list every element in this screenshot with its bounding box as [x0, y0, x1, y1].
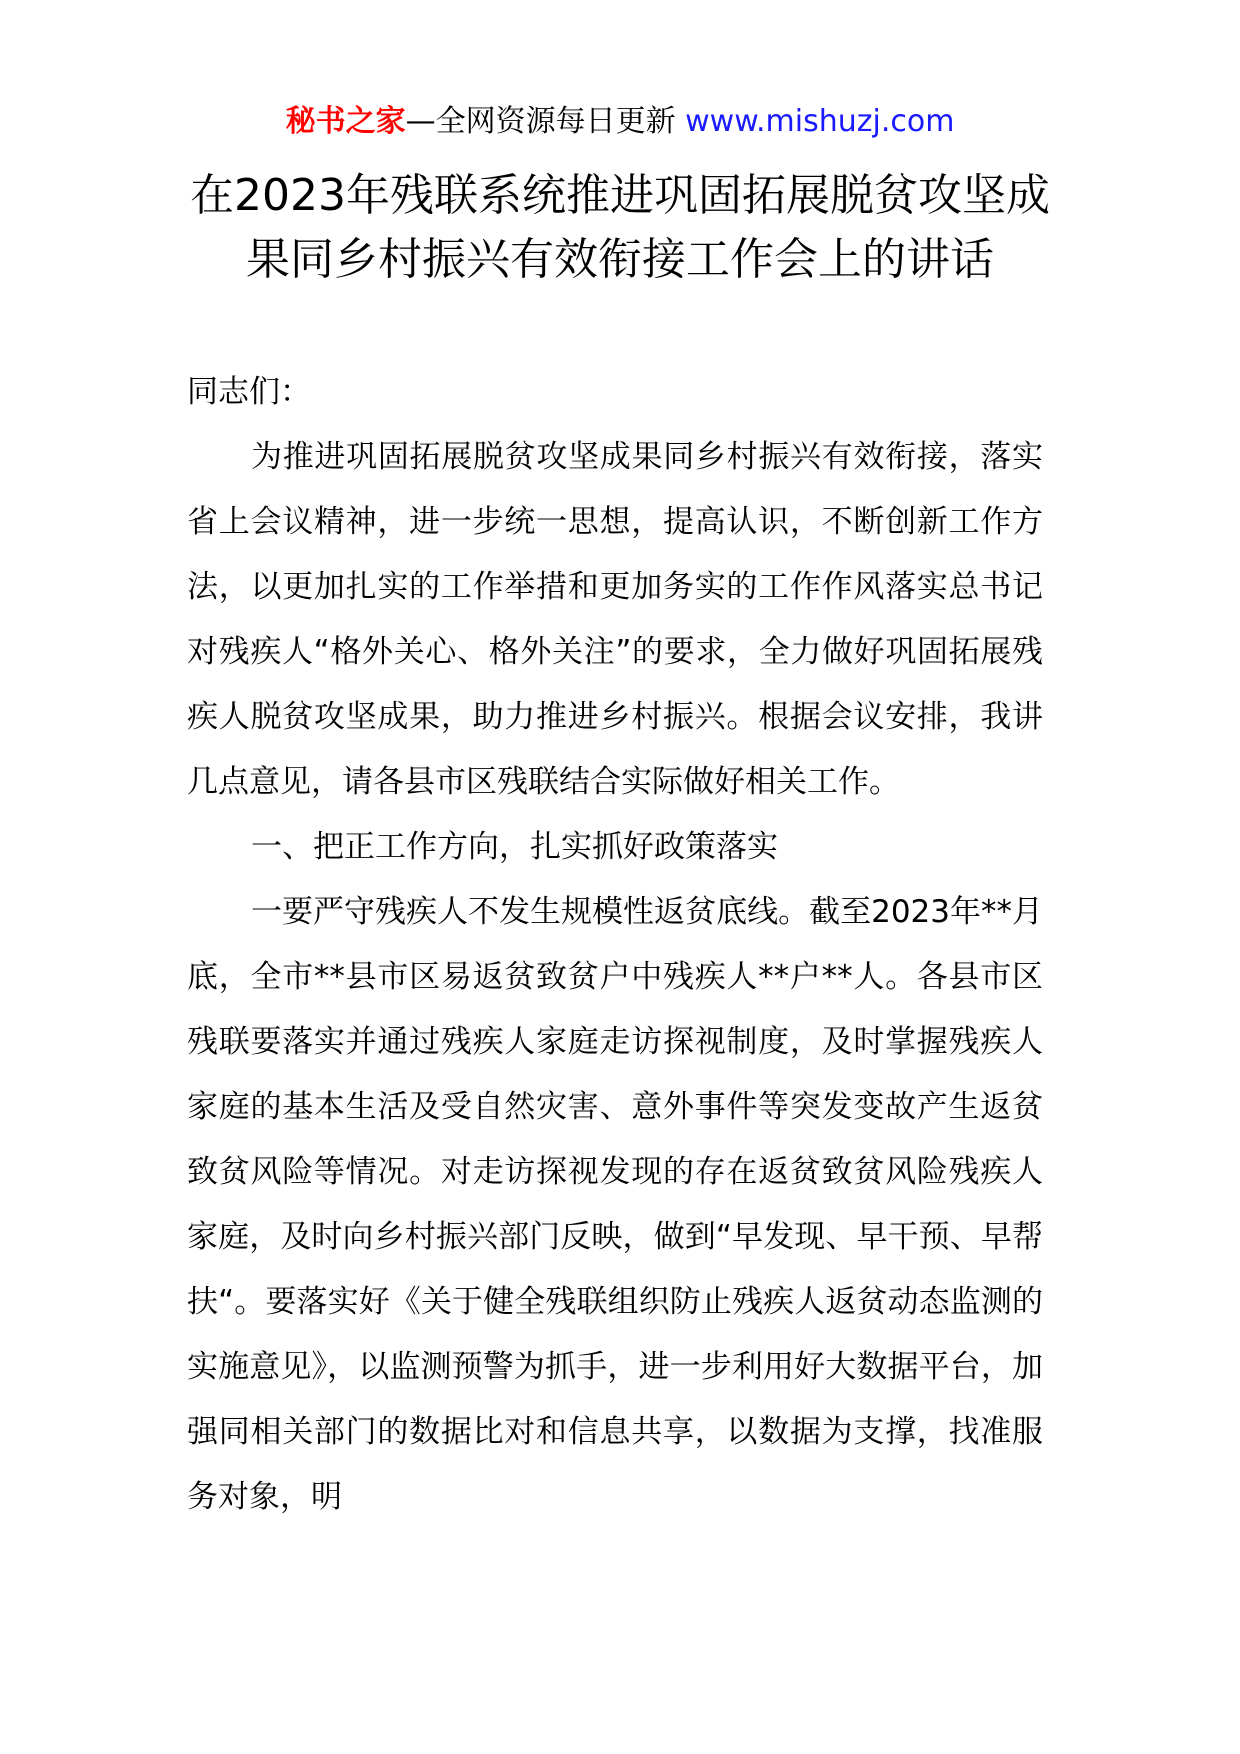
site-banner [0, 100, 1240, 144]
brand-name: 秘书之家 [285, 104, 406, 139]
salutation: 同志们： [187, 374, 311, 410]
banner-tagline: —全网资源每日更新 [405, 104, 686, 139]
site-url-link[interactable]: www.mishuzj.com [685, 104, 955, 139]
body-paragraph: 为推进巩固拓展脱贫攻坚成果同乡村振兴有效衔接，落实省上会议精神，进一步统一思想，提高认识，不断创新工作方法，以更加扎实的工作举措和更加务实的工作作风落实总书记对残疾人“格外关心、格外关注”的要求，全力做好巩固拓展残疾人脱贫攻坚成果，助力推进乡村振兴。根据会议安排，我讲几点意见，请各县市区残联结合实际做好相关工作。 [187, 439, 1043, 800]
body-paragraph: 一要严守残疾人不发生规模性返贫底线。截至2023年**月底，全市**县市区易返贫致贫户中残疾人**户**人。各县市区残联要落实并通过残疾人家庭走访探视制度，及时掌握残疾人家庭的基本生活及受自然灾害、意外事件等突发变故产生返贫致贫风险等情况。对走访探视发现的存在返贫致贫风险残疾人家庭，及时向乡村振兴部门反映，做到“早发现、早干预、早帮扶“。要落实好《关于健全残联组织防止残疾人返贫动态监测的实施意见》，以监测预警为抓手，进一步利用好大数据平台，加强同相关部门的数据比对和信息共享，以数据为支撑，找准服务对象，明 [187, 894, 1043, 1515]
section-heading: 一、把正工作方向，扎实抓好政策落实 [251, 829, 778, 865]
document-body [187, 360, 1043, 1530]
document-title: 在2023年残联系统推进巩固拓展脱贫攻坚成果同乡村振兴有效衔接工作会上的讲话 [190, 170, 1050, 285]
